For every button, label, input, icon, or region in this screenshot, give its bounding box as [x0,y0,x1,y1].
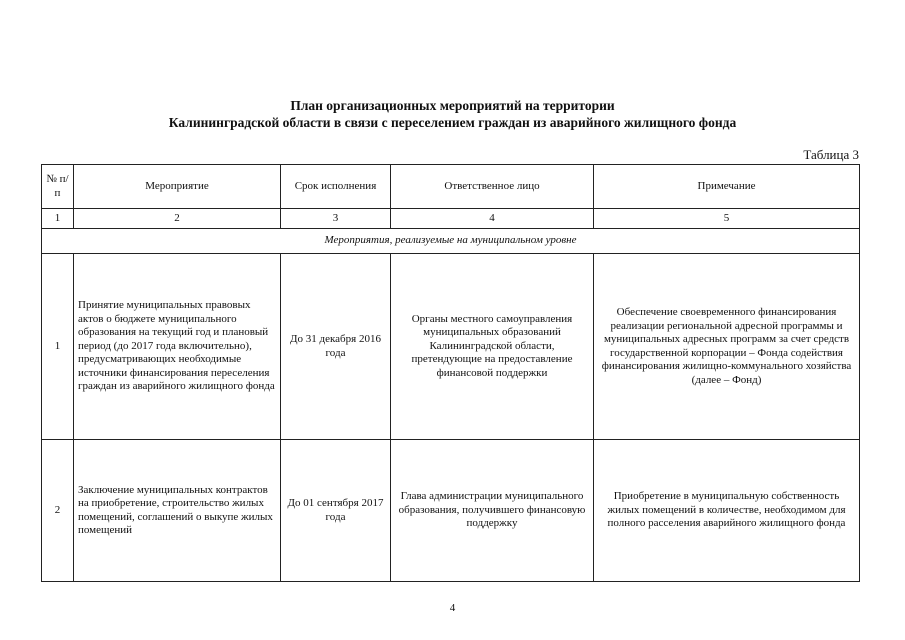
header-number: № п/п [42,165,74,209]
header-deadline: Срок исполнения [281,165,391,209]
row-number: 1 [42,254,74,440]
row-responsible: Органы местного самоуправления муниципальных образований Калининградской области, претендующие на предоставление финансовой поддержки [391,254,594,440]
column-number: 5 [594,209,860,229]
row-number: 2 [42,440,74,582]
table-row [42,254,860,440]
row-event: Заключение муниципальных контрактов на приобретение, строительство жилых помещений, соглашений о выкупе жилых помещений [74,440,281,582]
title-line-1: План организационных мероприятий на территории [290,98,615,113]
document-title [0,97,905,131]
row-deadline: До 31 декабря 2016 года [281,254,391,440]
row-note: Обеспечение своевременного финансирования реализации региональной адресной программы и муниципальных адресных программ за счет средств государственной корпорации – Фонда содействия финансирования жилищно-коммунального хозяйства (далее – Фонд) [594,254,860,440]
row-responsible: Глава администрации муниципального образования, получившего финансовую поддержку [391,440,594,582]
plan-table [41,164,860,582]
header-event: Мероприятие [74,165,281,209]
column-number-row [42,209,860,229]
row-deadline: До 01 сентября 2017 года [281,440,391,582]
header-note: Примечание [594,165,860,209]
row-note: Приобретение в муниципальную собственность жилых помещений в количестве, необходимом для полного расселения аварийного жилищного фонда [594,440,860,582]
table-row [42,440,860,582]
title-line-2: Калининградской области в связи с переселением граждан из аварийного жилищного фонда [168,115,737,130]
section-title: Мероприятия, реализуемые на муниципальном уровне [42,229,860,254]
header-row [42,165,860,209]
header-responsible: Ответственное лицо [391,165,594,209]
column-number: 4 [391,209,594,229]
column-number: 1 [42,209,74,229]
section-row [42,229,860,254]
column-number: 2 [74,209,281,229]
table-label: Таблица 3 [803,147,859,162]
column-number: 3 [281,209,391,229]
row-event: Принятие муниципальных правовых актов о бюджете муниципального образования на текущий год и плановый период (до 2017 года включительно), предусматривающих необходимые источники финансирования переселения граждан из аварийного жилищного фонда [74,254,281,440]
page-number: 4 [449,602,456,614]
